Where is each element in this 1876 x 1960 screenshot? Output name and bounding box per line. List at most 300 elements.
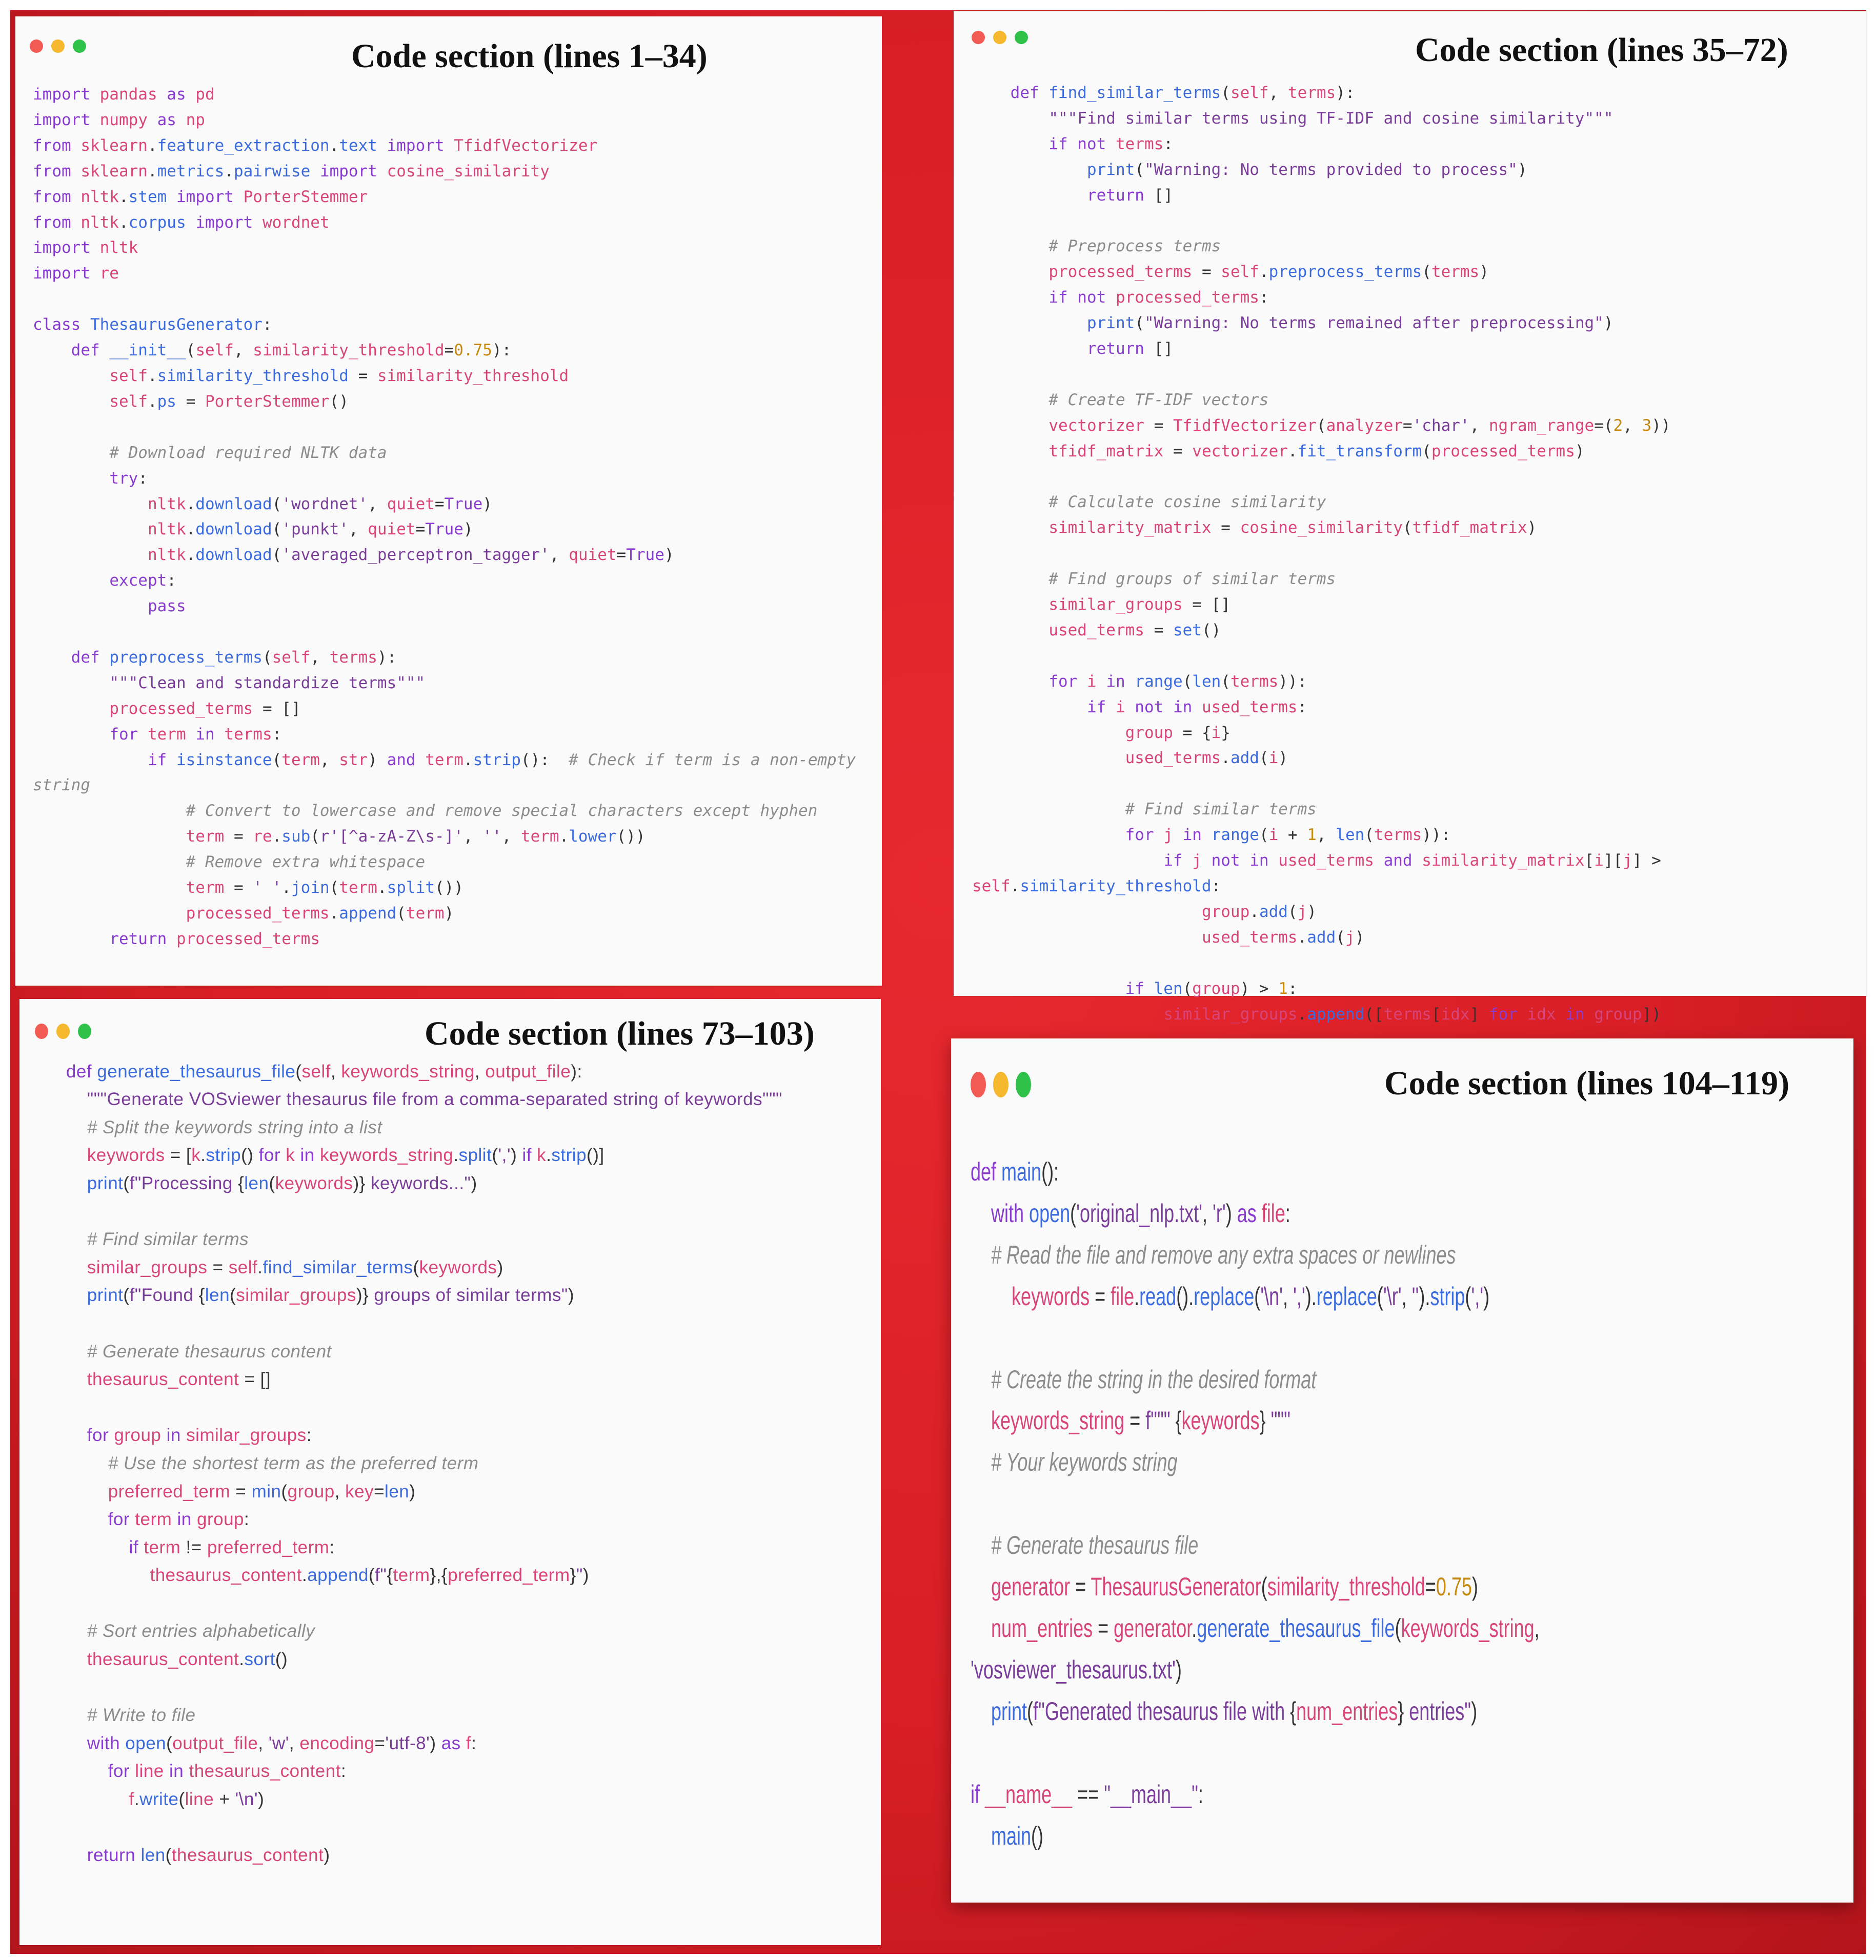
code-token: append: [1307, 1005, 1365, 1024]
code-token: [971, 1697, 991, 1726]
code-token: import: [167, 187, 234, 206]
code-token: processed_terms: [167, 929, 320, 948]
code-token: :: [262, 315, 272, 334]
code-block: [45, 1030, 782, 1870]
minimize-dot-icon[interactable]: [993, 31, 1006, 44]
code-token: 'original_nlp.txt': [1076, 1198, 1203, 1228]
code-token: ): [471, 1173, 477, 1193]
code-token: =: [207, 1257, 229, 1277]
code-token: (: [281, 1481, 288, 1502]
code-line: [45, 1422, 782, 1450]
code-token: def: [71, 648, 100, 667]
code-token: {: [1290, 1696, 1297, 1726]
code-token: sklearn: [71, 136, 148, 155]
code-line: [971, 1566, 1540, 1608]
code-token: (: [1221, 672, 1231, 691]
code-token: [972, 518, 1048, 537]
code-token: for: [108, 1761, 130, 1782]
code-token: [972, 161, 1087, 179]
code-line: [45, 1730, 782, 1758]
code-token: append: [307, 1565, 369, 1586]
code-token: }: [1398, 1696, 1404, 1726]
code-line: [972, 976, 1671, 1002]
code-token: "__main__": [1104, 1779, 1198, 1809]
code-token: (): [329, 392, 349, 411]
code-token: ,: [1202, 1198, 1213, 1228]
code-token: ([: [1364, 1005, 1384, 1024]
code-token: strip: [473, 750, 521, 769]
window-title: Code section (lines 35–72): [1415, 31, 1788, 69]
code-token: """Find similar terms using TF-IDF and cosine similarity""": [1048, 109, 1613, 128]
code-token: =: [434, 494, 445, 513]
code-token: [33, 802, 186, 820]
code-token: ',': [1471, 1282, 1484, 1311]
code-token: thesaurus_content: [150, 1565, 302, 1586]
code-token: f": [375, 1565, 387, 1586]
code-line: [45, 1450, 782, 1478]
code-token: =: [1211, 518, 1240, 537]
code-token: [972, 237, 1048, 255]
code-line: [33, 875, 856, 901]
code-line: [33, 312, 856, 338]
code-line: [33, 492, 856, 517]
code-token: open: [1024, 1198, 1071, 1228]
code-token: ,: [463, 827, 483, 846]
code-line: [33, 235, 856, 261]
code-token: ): [1175, 1655, 1182, 1684]
code-line: [45, 1254, 782, 1282]
code-token: :: [471, 1733, 477, 1753]
close-dot-icon[interactable]: [30, 39, 43, 53]
code-token: 'utf-8': [385, 1733, 430, 1753]
code-token: sklearn: [71, 162, 148, 181]
code-token: strip: [206, 1145, 241, 1166]
code-token: :: [138, 469, 148, 488]
code-token: in: [177, 1509, 192, 1530]
code-line: [972, 285, 1671, 311]
code-token: group: [109, 1425, 167, 1446]
code-line: [33, 543, 856, 568]
code-token: ,: [1316, 826, 1336, 845]
code-token: # Remove extra whitespace: [186, 853, 426, 872]
code-token: # Your keywords string: [991, 1448, 1178, 1477]
code-line: [972, 490, 1671, 515]
code-token: [33, 469, 109, 488]
code-token: import: [33, 264, 90, 283]
code-token: similar_groups: [236, 1285, 356, 1306]
code-token: i: [1077, 672, 1106, 691]
code-token: [33, 520, 148, 538]
code-token: # Check if term is a non-empty: [569, 750, 856, 769]
code-token: .: [1192, 1613, 1197, 1643]
code-token: ): [463, 520, 473, 539]
code-token: ,: [368, 494, 387, 513]
code-token: as: [441, 1733, 461, 1753]
code-line: [972, 336, 1671, 362]
code-token: .: [147, 366, 157, 385]
code-token: =: [444, 341, 454, 360]
code-token: [45, 1705, 87, 1725]
code-token: # Split the keywords string into a list: [87, 1117, 382, 1137]
code-token: (: [1377, 1282, 1383, 1311]
code-token: =: [374, 1733, 386, 1753]
code-token: .: [224, 162, 234, 181]
code-token: [45, 1537, 129, 1557]
code-token: ): [1278, 749, 1288, 768]
maximize-dot-icon[interactable]: [1016, 1072, 1031, 1097]
code-token: [45, 1565, 150, 1585]
code-line: [45, 1142, 782, 1170]
code-token: 'r': [1213, 1198, 1226, 1228]
code-token: PorterStemmer: [233, 187, 368, 206]
code-token: True: [425, 520, 463, 539]
code-line: [972, 157, 1671, 183]
code-token: open: [120, 1733, 167, 1753]
code-token: [33, 878, 186, 897]
code-token: [33, 597, 148, 615]
code-token: preprocess_terms: [1268, 263, 1422, 282]
code-token: num_entries: [1296, 1696, 1398, 1726]
code-token: .: [147, 392, 157, 411]
code-line: [33, 773, 856, 798]
code-token: (: [1395, 1613, 1401, 1643]
code-token: .: [1297, 928, 1307, 947]
code-token: range: [1125, 672, 1183, 691]
code-token: (: [269, 1173, 275, 1193]
code-token: ): [1471, 1696, 1478, 1726]
code-line: [45, 1338, 782, 1366]
code-token: pd: [186, 85, 215, 104]
code-line: [45, 1646, 782, 1674]
code-token: (: [272, 494, 282, 513]
code-line: [33, 261, 856, 287]
code-token: # Create the string in the desired format: [991, 1365, 1317, 1394]
code-token: [971, 1241, 991, 1269]
code-token: (: [369, 1565, 375, 1586]
code-token: [972, 493, 1048, 511]
code-line: [971, 1525, 1540, 1566]
code-token: [972, 339, 1087, 358]
code-token: from: [33, 187, 71, 206]
code-token: terms: [214, 725, 272, 744]
code-line: [972, 81, 1671, 106]
code-line: [972, 771, 1671, 797]
code-token: .: [546, 1145, 552, 1166]
code-token: [45, 1342, 87, 1362]
code-token: )): [1278, 672, 1298, 691]
code-token: ): [368, 750, 387, 769]
code-token: (: [295, 1061, 302, 1082]
code-token: # Generate thesaurus content: [87, 1341, 332, 1362]
code-token: string: [33, 776, 90, 795]
code-token: ():: [520, 750, 569, 769]
code-token: =: [1090, 1282, 1111, 1311]
code-token: cosine_similarity: [1240, 518, 1403, 537]
code-token: (: [1135, 160, 1144, 179]
code-token: groups of similar terms": [369, 1285, 568, 1306]
code-line: [971, 1276, 1540, 1317]
code-token: if: [971, 1779, 980, 1809]
code-token: term: [406, 904, 445, 923]
code-token: terms: [1230, 672, 1279, 691]
code-line: [972, 567, 1671, 592]
code-token: import: [33, 238, 90, 257]
code-token: nltk: [90, 238, 138, 257]
code-token: }: [1221, 723, 1231, 742]
code-token: [33, 571, 109, 590]
code-token: :: [306, 1425, 312, 1446]
code-token: term: [138, 1537, 186, 1557]
close-dot-icon[interactable]: [972, 31, 985, 44]
code-token: (: [166, 1733, 173, 1753]
code-line: [972, 695, 1671, 721]
code-token: re: [253, 827, 272, 846]
code-token: ',': [498, 1145, 511, 1166]
code-line: [33, 159, 856, 185]
code-line: [972, 899, 1671, 925]
code-token: [972, 672, 1048, 691]
code-token: .: [329, 904, 339, 923]
code-token: },{: [430, 1565, 448, 1586]
code-token: [972, 928, 1202, 947]
code-line: [45, 1562, 782, 1590]
code-token: !=: [186, 1537, 207, 1557]
code-token: with: [87, 1733, 120, 1753]
code-token: []: [1144, 186, 1173, 205]
code-token: line: [130, 1761, 169, 1782]
code-token: [971, 1572, 991, 1601]
code-token: =: [1425, 1572, 1436, 1602]
code-token: term: [186, 827, 225, 846]
code-token: ): [1483, 1282, 1490, 1311]
code-token: quiet: [368, 520, 416, 539]
code-token: ): [511, 1145, 522, 1166]
code-token: '\n': [235, 1789, 258, 1810]
code-token: # Find similar terms: [1125, 800, 1317, 819]
code-line: [45, 1757, 782, 1786]
code-token: 2: [1613, 416, 1623, 435]
code-token: =: [1163, 442, 1193, 461]
code-token: [971, 1365, 991, 1394]
code-line: [972, 311, 1671, 336]
code-token: entries": [1404, 1696, 1471, 1726]
code-token: add: [1259, 902, 1288, 921]
code-line: [972, 1002, 1671, 1028]
code-token: __init__: [99, 341, 186, 360]
code-token: split: [387, 878, 435, 897]
code-token: for: [1488, 1005, 1518, 1024]
code-token: thesaurus_content: [87, 1649, 239, 1670]
code-token: =: [224, 878, 253, 897]
code-token: [971, 1199, 991, 1228]
code-token: .: [1297, 1005, 1307, 1024]
code-token: :: [244, 1509, 250, 1530]
code-token: .: [1287, 442, 1298, 461]
code-token: :: [1297, 672, 1307, 691]
code-token: sort: [244, 1649, 275, 1670]
code-line: [33, 364, 856, 389]
code-token: main: [996, 1157, 1042, 1186]
code-line: [45, 1702, 782, 1730]
code-token: [972, 314, 1087, 332]
code-token: :: [1211, 877, 1221, 895]
code-token: )): [1651, 416, 1671, 435]
code-token: ,: [348, 520, 368, 539]
code-token: =: [1144, 621, 1173, 639]
code-token: ): [430, 1733, 441, 1753]
code-token: re: [90, 264, 119, 283]
code-token: in: [195, 725, 215, 744]
code-line: [33, 901, 856, 927]
code-token: vectorizer: [1192, 442, 1288, 461]
code-token: nltk: [71, 187, 119, 206]
code-token: processed_terms: [1106, 288, 1259, 307]
code-line: [33, 389, 856, 415]
code-token: ): [1527, 518, 1537, 537]
code-token: split: [458, 1145, 492, 1166]
window-controls: [971, 1072, 1031, 1097]
code-token: k: [531, 1145, 547, 1166]
code-token: r'[^a-zA-Z\s-]': [319, 827, 463, 846]
code-token: self: [272, 648, 311, 667]
code-token: .: [1221, 749, 1231, 768]
code-token: [33, 904, 186, 923]
code-token: .: [272, 827, 282, 846]
code-token: :: [340, 1761, 347, 1782]
code-token: download: [195, 546, 272, 565]
minimize-dot-icon[interactable]: [993, 1072, 1008, 1097]
code-token: =: [348, 366, 377, 385]
code-line: [971, 1234, 1540, 1276]
code-line: [971, 1151, 1540, 1193]
code-token: self: [1230, 83, 1269, 102]
code-token: [45, 1145, 87, 1165]
code-token: (: [1259, 826, 1269, 845]
code-token: [33, 341, 71, 359]
code-token: write: [139, 1789, 179, 1810]
code-token: from: [33, 213, 71, 232]
code-token: download: [195, 520, 272, 539]
code-token: ()): [434, 878, 463, 897]
code-token: [33, 853, 186, 871]
code-token: term: [186, 878, 225, 897]
code-block: [33, 82, 856, 952]
code-token: term: [520, 827, 559, 846]
code-line: [33, 850, 856, 875]
code-token: =: [616, 546, 627, 565]
code-token: {: [198, 1285, 205, 1306]
code-token: "Warning: No terms provided to process": [1144, 160, 1518, 179]
code-line: [972, 106, 1671, 132]
code-token: import: [33, 110, 90, 129]
code-token: keywords: [1012, 1282, 1090, 1311]
code-token: quiet: [569, 546, 617, 565]
code-line: [972, 848, 1671, 874]
code-token: file: [1256, 1198, 1285, 1228]
code-line: [33, 466, 856, 492]
code-token: except: [109, 571, 167, 590]
code-token: (: [1422, 442, 1431, 461]
code-line: [972, 55, 1671, 81]
code-token: similar_groups: [87, 1257, 208, 1277]
code-token: .: [329, 136, 339, 155]
code-token: import: [33, 85, 90, 104]
code-token: thesaurus_content: [87, 1369, 239, 1390]
code-token: class: [33, 315, 81, 334]
code-token: # Read the file and remove any extra spaces or newlines: [991, 1240, 1456, 1269]
code-token: [972, 826, 1125, 844]
code-token: [972, 109, 1048, 128]
code-token: nltk: [147, 546, 186, 565]
code-token: metrics: [157, 162, 225, 181]
code-token: find_similar_terms: [263, 1257, 413, 1277]
code-line: [971, 1442, 1540, 1483]
maximize-dot-icon[interactable]: [1015, 31, 1028, 44]
code-line: [33, 645, 856, 671]
code-token: TfidfVectorizer: [1173, 416, 1317, 435]
code-token: similarity_threshold: [157, 366, 349, 385]
maximize-dot-icon[interactable]: [73, 39, 86, 53]
code-token: (: [1422, 263, 1431, 282]
code-token: line: [185, 1789, 214, 1810]
code-token: if: [522, 1145, 532, 1166]
code-token: # Use the shortest term as the preferred term: [108, 1453, 479, 1473]
code-token: not in: [1211, 851, 1269, 870]
code-line: [45, 1814, 782, 1842]
code-token: .: [257, 1257, 263, 1277]
code-token: i: [1106, 697, 1135, 716]
code-token: [972, 724, 1125, 742]
code-token: similar_groups: [1048, 595, 1183, 614]
code-token: """Generate VOSviewer thesaurus file from a comma-separated string of keywords""": [87, 1089, 782, 1110]
code-line: [33, 722, 856, 748]
code-token: 'char': [1412, 416, 1470, 435]
code-token: [972, 979, 1125, 998]
code-token: ,: [1268, 83, 1288, 102]
code-line: [33, 287, 856, 312]
close-dot-icon[interactable]: [971, 1072, 986, 1097]
code-token: if: [129, 1537, 139, 1557]
code-token: return: [1086, 186, 1144, 205]
code-token: (: [272, 520, 282, 539]
code-token: # Download required NLTK data: [109, 443, 387, 462]
code-token: ThesaurusGenerator: [80, 315, 263, 334]
code-token: (: [329, 878, 339, 897]
code-token: keywords: [1181, 1406, 1260, 1435]
code-token: # Find groups of similar terms: [1048, 570, 1336, 589]
code-token: ): [497, 1257, 503, 1277]
code-token: 0.75: [1436, 1572, 1472, 1602]
code-token: ): [1575, 442, 1585, 461]
code-token: strip: [1430, 1282, 1465, 1311]
code-token: = []: [253, 699, 301, 718]
code-token: return: [109, 929, 167, 948]
code-token: [45, 1257, 87, 1277]
code-token: ' ': [253, 878, 282, 897]
code-token: ): [664, 546, 674, 565]
window-controls: [972, 31, 1028, 44]
window-title: Code section (lines 104–119): [1384, 1065, 1790, 1102]
code-token: print: [1086, 160, 1135, 179]
code-token: similarity_threshold: [1267, 1572, 1425, 1602]
code-token: :: [329, 1537, 335, 1557]
code-token: in: [1106, 672, 1125, 691]
code-token: = {: [1173, 723, 1212, 742]
minimize-dot-icon[interactable]: [51, 39, 65, 53]
code-token: .: [377, 878, 387, 897]
code-token: generate_thesaurus_file: [92, 1061, 296, 1082]
code-line: [33, 927, 856, 952]
